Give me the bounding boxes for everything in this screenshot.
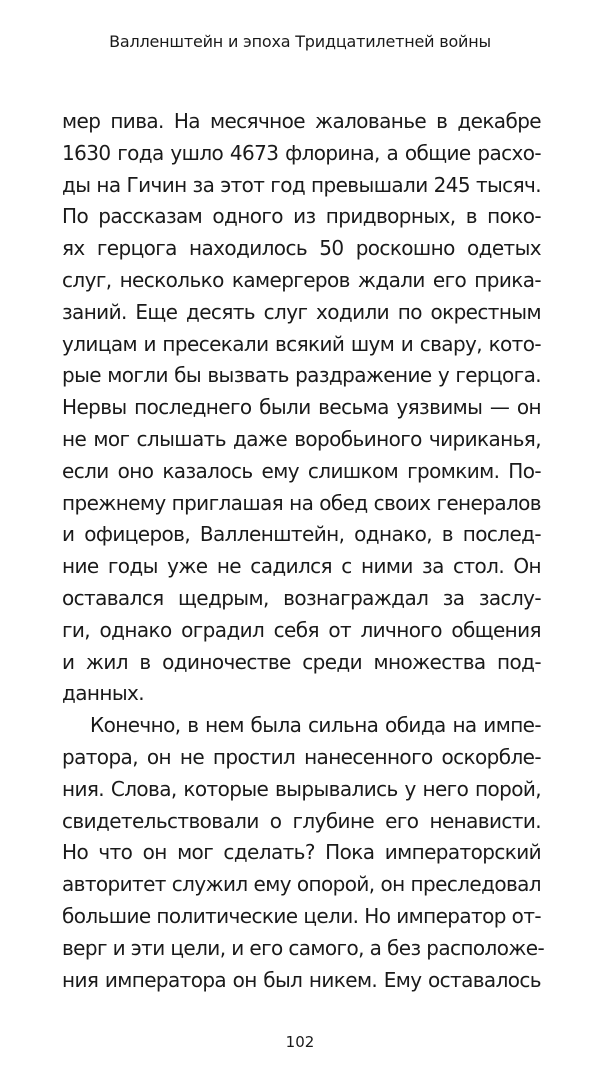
text-line: улицам и пресекали всякий шум и свару, кото- bbox=[62, 331, 541, 356]
text-line: слуг, несколько камергеров ждали его прика- bbox=[62, 267, 541, 292]
page-number: 102 bbox=[285, 1033, 315, 1051]
text-line: верг и эти цели, и его самого, а без расположе- bbox=[62, 935, 545, 960]
paragraph-first-line: Конечно, в нем была сильна обида на импе- bbox=[90, 713, 541, 738]
page-body bbox=[62, 106, 545, 996]
text-line: ния. Слова, которые вырывались у него порой, bbox=[62, 776, 541, 801]
text-line: Но что он мог сделать? Пока императорский bbox=[62, 840, 541, 865]
text-line: ратора, он не простил нанесенного оскорбле- bbox=[62, 744, 541, 769]
text-line: ния императора он был никем. Ему оставалось bbox=[62, 967, 541, 992]
text-line: ги, однако оградил себя от личного общения bbox=[62, 617, 541, 642]
text-line: оставался щедрым, вознаграждал за заслу- bbox=[62, 585, 541, 610]
text-line: Нервы последнего были весьма уязвимы — он bbox=[62, 395, 541, 420]
text-line: 1630 года ушло 4673 флорина, а общие расхо- bbox=[62, 140, 541, 165]
text-line: ях герцога находилось 50 роскошно одетых bbox=[62, 236, 541, 261]
running-head-title: Валленштейн и эпоха Тридцатилетней войны bbox=[109, 32, 491, 51]
text-line: не мог слышать даже воробьиного чириканья, bbox=[62, 426, 541, 451]
text-line: прежнему приглашая на обед своих генералов bbox=[62, 490, 541, 515]
text-line: большие политические цели. Но император от- bbox=[62, 903, 541, 928]
text-line: и офицеров, Валленштейн, однако, в послед- bbox=[62, 522, 541, 547]
text-line: ние годы уже не садился с ними за стол. Он bbox=[62, 554, 541, 579]
text-line: если оно казалось ему слишком громким. По- bbox=[62, 458, 541, 483]
text-line: и жил в одиночестве среди множества под- bbox=[62, 649, 541, 674]
text-line: данных. bbox=[62, 681, 145, 706]
text-line: заний. Еще десять слуг ходили по окрестным bbox=[62, 299, 541, 324]
text-line: ды на Гичин за этот год превышали 245 тысяч. bbox=[62, 172, 541, 197]
text-line: свидетельствовали о глубине его ненависти. bbox=[62, 808, 541, 833]
text-line: рые могли бы вызвать раздражение у герцога. bbox=[62, 363, 541, 388]
text-line: мер пива. На месячное жалованье в декабре bbox=[62, 109, 541, 133]
text-line: авторитет служил ему опорой, он преследовал bbox=[62, 872, 541, 897]
text-line: По рассказам одного из придворных, в поко- bbox=[62, 204, 541, 229]
